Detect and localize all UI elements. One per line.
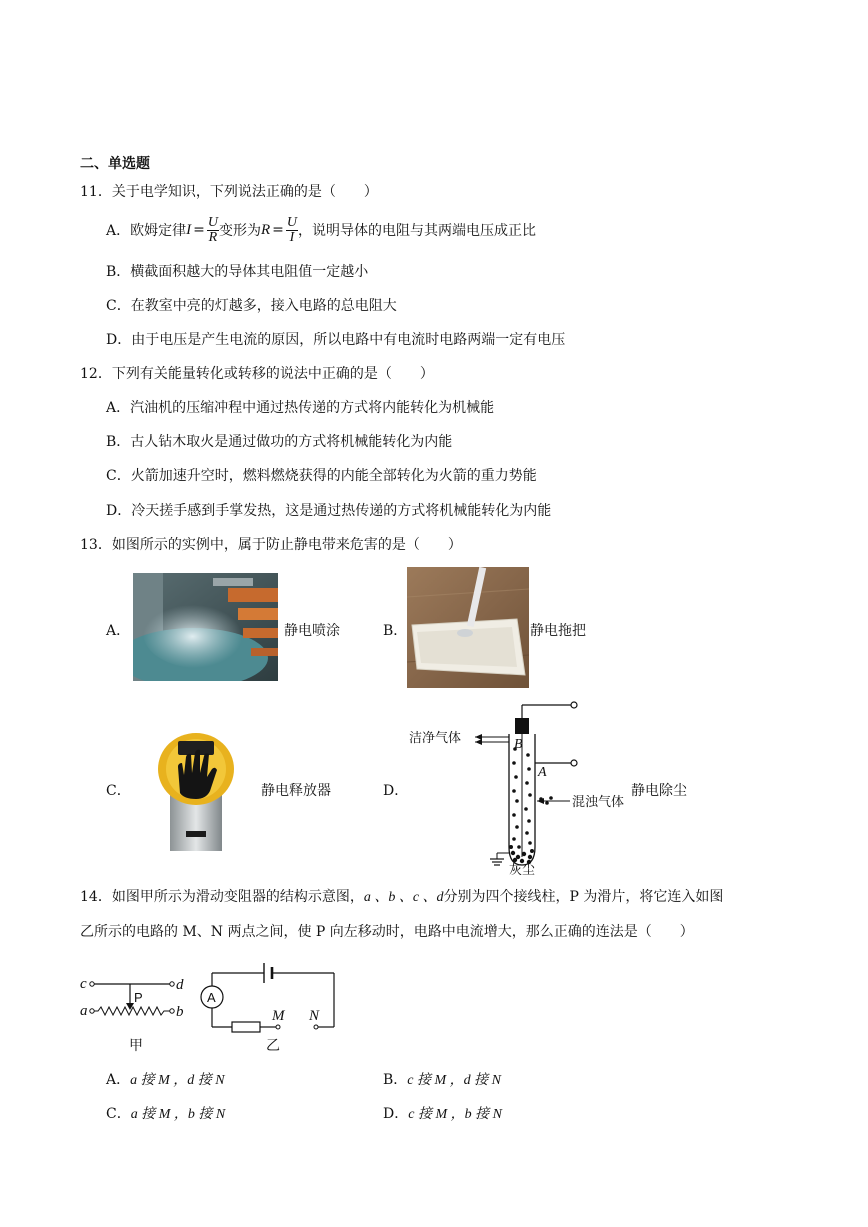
fraction-U-over-I: $\frac{U}{I}$ [286, 214, 298, 245]
question-14-line-1 [80, 886, 723, 906]
q13-option-a-letter: A． [106, 623, 131, 639]
electrostatic-precipitator-diagram [405, 697, 630, 875]
q14-option-b: B．c 接 M ，d 接 N [383, 1072, 502, 1088]
electrostatic-spraying-photo [133, 573, 278, 681]
label-P: P [134, 990, 143, 1005]
q14-option-a: A．a 接 M ，d 接 N [106, 1072, 225, 1088]
q14-line1-vars: a 、b 、c 、d [363, 890, 444, 905]
electrode-B-block [515, 718, 529, 734]
q14-option-a-text: a 接 M ，d 接 N [130, 1073, 225, 1088]
q14-option-d: D．c 接 M ，b 接 N [383, 1106, 502, 1122]
q13-option-d-text: 静电除尘 [631, 783, 687, 799]
q11-option-d: D．由于电压是产生电流的原因，所以电路中有电流时电路两端一定有电压 [106, 332, 566, 348]
figure-label-yi: 乙 [266, 1038, 280, 1054]
q14-option-b-text: c 接 M ，d 接 N [407, 1073, 502, 1088]
question-11-stem: 11．关于电学知识，下列说法正确的是（ ） [80, 184, 378, 200]
question-13-stem: 13．如图所示的实例中，属于防止静电带来危害的是（ ） [80, 537, 462, 553]
label-c: c [80, 976, 87, 992]
rheostat-structure-diagram [78, 968, 190, 1056]
q14-option-c: C．a 接 M ，b 接 N [106, 1106, 226, 1122]
label-b: b [176, 1004, 184, 1020]
terminal-A [571, 760, 577, 766]
label-A: A [538, 765, 547, 780]
section-title: 二、单选题 [80, 156, 150, 172]
q11-option-a-prefix: A．欧姆定律 [106, 223, 187, 239]
var-I: I [186, 221, 192, 238]
q11-option-a-mid: 变形为 [218, 223, 261, 239]
label-d: d [176, 977, 184, 993]
resistance-wire [94, 1007, 170, 1015]
var-R: R [260, 221, 271, 238]
q11-option-a-suffix: ，说明导体的电阻与其两端电压成正比 [298, 223, 537, 239]
electrostatic-mop-photo [407, 567, 529, 688]
q14-option-c-text: a 接 M ，b 接 N [130, 1107, 226, 1122]
question-12-stem: 12．下列有关能量转化或转移的说法中正确的是（ ） [80, 366, 434, 382]
label-M: M [272, 1008, 285, 1024]
equals: = [193, 222, 205, 238]
figure-label-jia: 甲 [129, 1038, 143, 1054]
label-N: N [309, 1008, 320, 1024]
resistor [232, 1022, 260, 1032]
label-clean-gas: 洁净气体 [409, 731, 462, 746]
terminal-top [571, 702, 577, 708]
label-a: a [80, 1003, 88, 1019]
label-dirty-gas: 混浊气体 [572, 795, 625, 810]
q12-option-b: B．古人钻木取火是通过做功的方式将机械能转化为内能 [106, 434, 453, 450]
q13-option-c-letter: C． [106, 783, 131, 799]
q14-line1-part2: 分别为四个接线柱，P 为滑片，将它连入如图 [443, 889, 724, 905]
q11-option-a [106, 212, 536, 248]
label-B: B [514, 737, 523, 752]
static-discharger-photo [156, 731, 236, 851]
fraction-U-over-R: $\frac{U}{R}$ [207, 214, 218, 245]
q13-option-d-letter: D． [383, 783, 409, 799]
equals-2: = [272, 222, 284, 238]
question-14-line-2: 乙所示的电路的 M、N 两点之间，使 P 向左移动时，电路中电流增大，那么正确的连法是（ ） [80, 924, 694, 940]
q12-option-c: C．火箭加速升空时，燃料燃烧获得的内能全部转化为火箭的重力势能 [106, 468, 537, 484]
circuit-diagram [196, 953, 342, 1056]
q14-line1-part1: 14．如图甲所示为滑动变阻器的结构示意图， [80, 889, 364, 905]
label-dust: 灰尘 [509, 863, 536, 875]
q13-option-b-letter: B． [383, 623, 408, 639]
q11-option-c: C．在教室中亮的灯越多，接入电路的总电阻大 [106, 298, 397, 314]
q14-option-d-text: c 接 M ，b 接 N [408, 1107, 502, 1122]
q13-option-a-text: 静电喷涂 [284, 623, 340, 639]
q11-option-b: B．横截面积越大的导体其电阻值一定越小 [106, 264, 369, 280]
q12-option-a: A．汽油机的压缩冲程中通过热传递的方式将内能转化为机械能 [106, 400, 495, 416]
q12-option-d: D．冷天搓手感到手掌发热，这是通过热传递的方式将机械能转化为内能 [106, 503, 552, 519]
q13-option-c-text: 静电释放器 [261, 783, 331, 799]
q13-option-b-text: 静电拖把 [530, 623, 586, 639]
ammeter-label: A [207, 990, 216, 1005]
